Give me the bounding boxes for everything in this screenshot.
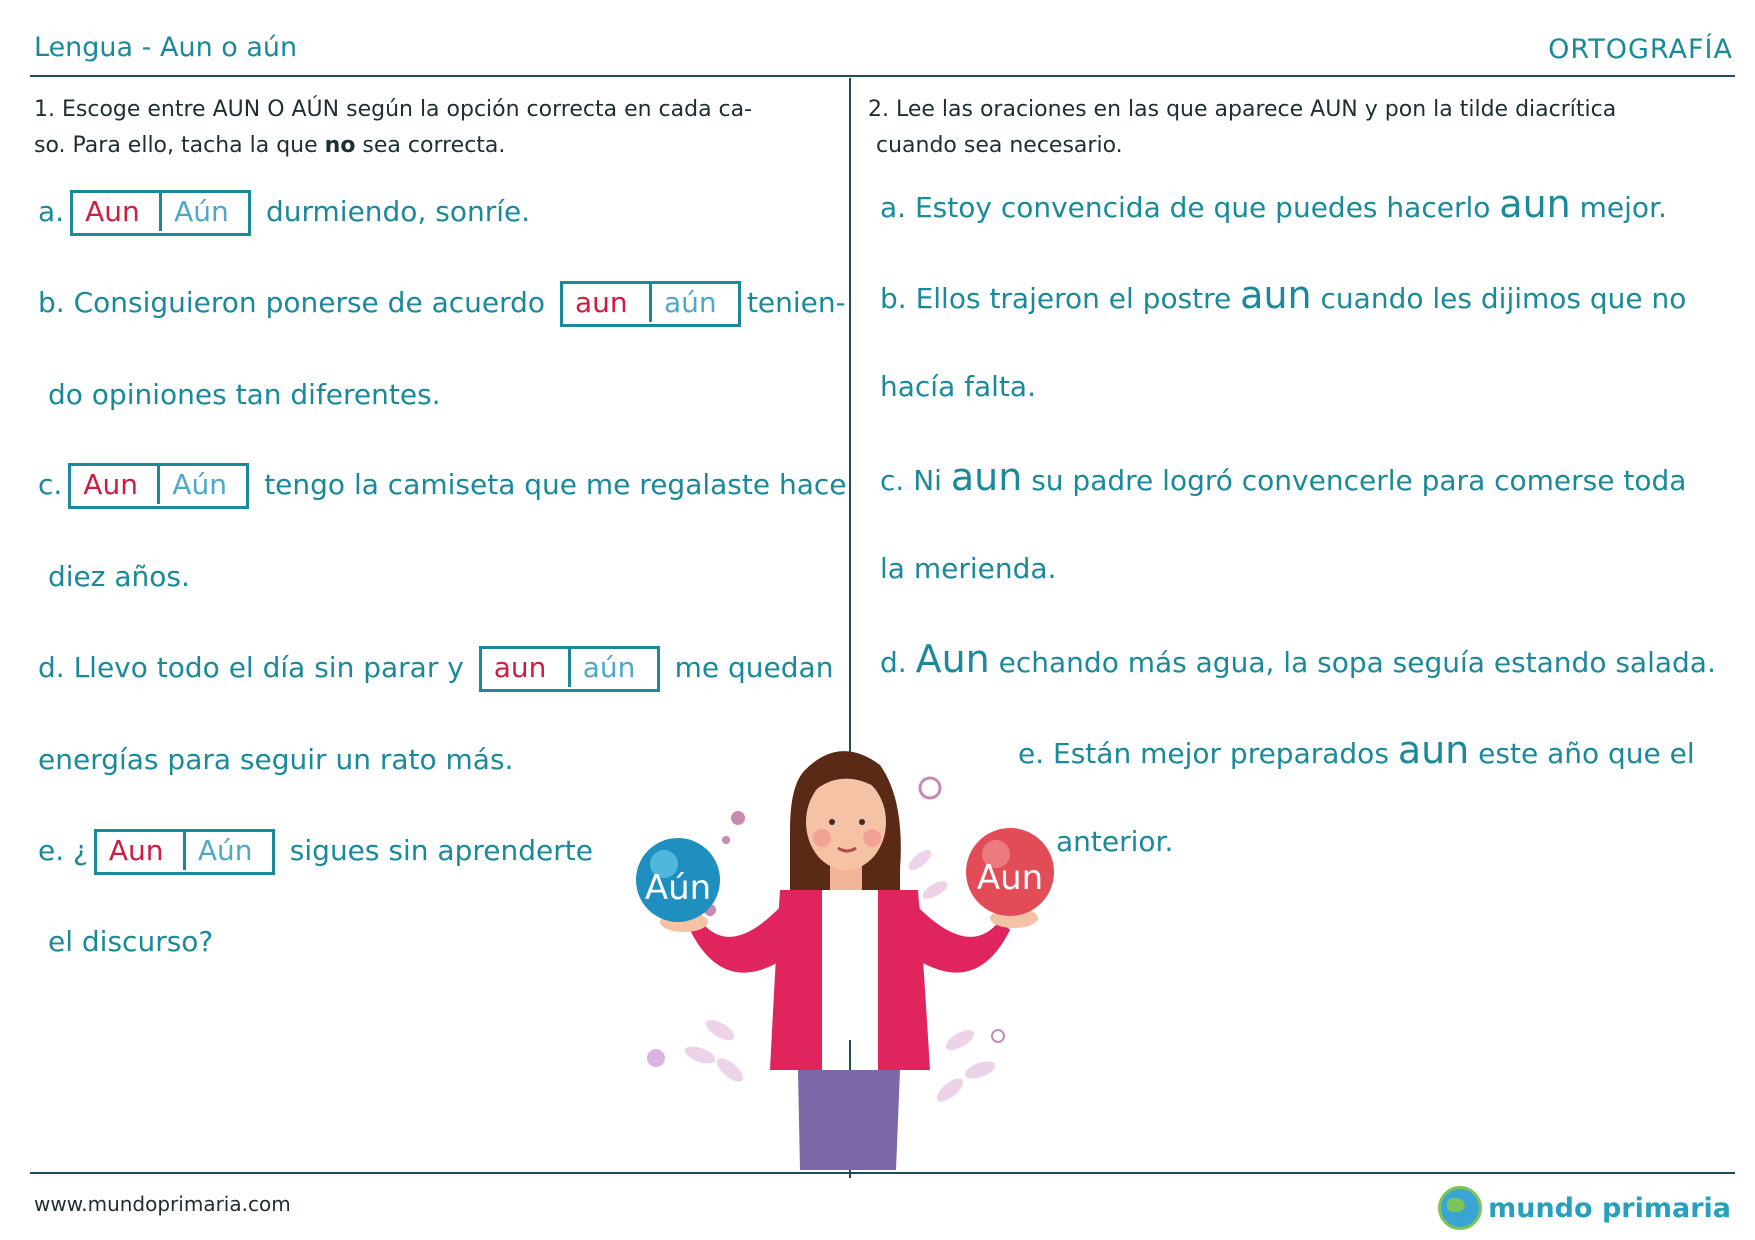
page-title: Lengua - Aun o aún <box>34 32 298 63</box>
decor-dot-icon <box>731 811 745 825</box>
category-label: ORTOGRAFÍA <box>1548 34 1733 65</box>
ball-right-label: Aun <box>976 858 1044 898</box>
exercise-2-item-c: c. Ni aun su padre logró convencerle para comerse toda <box>880 455 1687 499</box>
option-aun[interactable]: Aun <box>97 832 186 870</box>
teacher-illustration <box>600 740 1080 1180</box>
exercise-1-item-d: d. Llevo todo el día sin parar y aun aún me quedan <box>38 646 833 692</box>
decor-dot-icon <box>722 836 730 844</box>
exercise-2-item-b: b. Ellos trajeron el postre aun cuando les dijimos que no <box>880 273 1687 317</box>
exercise-2-item-a: a. Estoy convencida de que puedes hacerlo aun mejor. <box>880 182 1667 226</box>
exercise-2-item-d: d. Aun echando más agua, la sopa seguía estando salada. <box>880 637 1716 681</box>
choice-box[interactable] <box>560 281 741 327</box>
option-aun-tilde[interactable]: aún <box>663 286 717 319</box>
choice-box[interactable] <box>94 829 275 875</box>
exercise-2-instruction: 2. Lee las oraciones en las que aparece AUN y pon la tilde diacrítica cuando sea necesario. <box>868 97 1617 158</box>
option-aun[interactable]: Aun <box>73 193 162 231</box>
option-aun-tilde[interactable]: Aún <box>197 834 253 867</box>
option-aun-tilde[interactable]: aún <box>582 651 636 684</box>
choice-box[interactable] <box>479 646 660 692</box>
target-word[interactable]: aun <box>950 455 1023 499</box>
decor-dot-icon <box>647 1049 665 1067</box>
target-word[interactable]: aun <box>1397 728 1470 772</box>
target-word[interactable]: aun <box>1499 182 1571 226</box>
option-aun-tilde[interactable]: Aún <box>172 468 227 501</box>
exercise-1-item-b-cont: do opiniones tan diferentes. <box>48 378 441 411</box>
footer-url[interactable]: www.mundoprimaria.com <box>34 1192 291 1216</box>
exercise-1-instruction: 1. Escoge entre AUN O AÚN según la opción correcta en cada ca- so. Para ello, tacha la que no sea correcta. <box>34 97 753 158</box>
footer-divider <box>30 1172 1735 1174</box>
option-aun[interactable]: aun <box>563 284 652 322</box>
pants-icon <box>798 1070 900 1170</box>
option-aun-tilde[interactable]: Aún <box>174 195 229 228</box>
decor-circle-icon <box>992 1030 1004 1042</box>
exercise-1-item-c: c. Aun Aún tengo la camiseta que me regalaste hace <box>38 463 847 509</box>
decor-circle-icon <box>920 778 940 798</box>
option-aun[interactable]: Aun <box>71 466 160 504</box>
choice-box[interactable] <box>68 463 249 509</box>
exercise-1-item-b: b. Consiguieron ponerse de acuerdo aun aún tenien- <box>38 281 846 327</box>
target-word[interactable]: Aun <box>915 637 990 681</box>
exercise-1-item-c-cont: diez años. <box>48 560 190 593</box>
face-icon <box>806 774 886 870</box>
exercise-2-item-e: e. Están mejor preparados aun este año que el <box>1018 728 1695 772</box>
exercise-1-item-d-cont: energías para seguir un rato más. <box>38 743 514 776</box>
brand-name: mundo primaria <box>1488 1192 1731 1224</box>
exercise-2-item-c-cont: la merienda. <box>880 552 1057 585</box>
option-aun[interactable]: aun <box>482 649 571 687</box>
exercise-1-item-a: a. Aun Aún durmiendo, sonríe. <box>38 190 530 236</box>
brand-logo <box>1438 1186 1731 1230</box>
globe-icon <box>1438 1186 1482 1230</box>
exercise-2-item-b-cont: hacía falta. <box>880 370 1036 403</box>
header-divider <box>30 75 1735 77</box>
target-word[interactable]: aun <box>1240 273 1312 317</box>
exercise-1-item-e: e. ¿ Aun Aún sigues sin aprenderte <box>38 829 593 875</box>
exercise-1-item-e-cont: el discurso? <box>48 925 214 958</box>
choice-box[interactable] <box>70 190 251 236</box>
exercise-2-item-e-cont: anterior. <box>1056 825 1174 858</box>
ball-left-label: Aún <box>644 868 712 908</box>
